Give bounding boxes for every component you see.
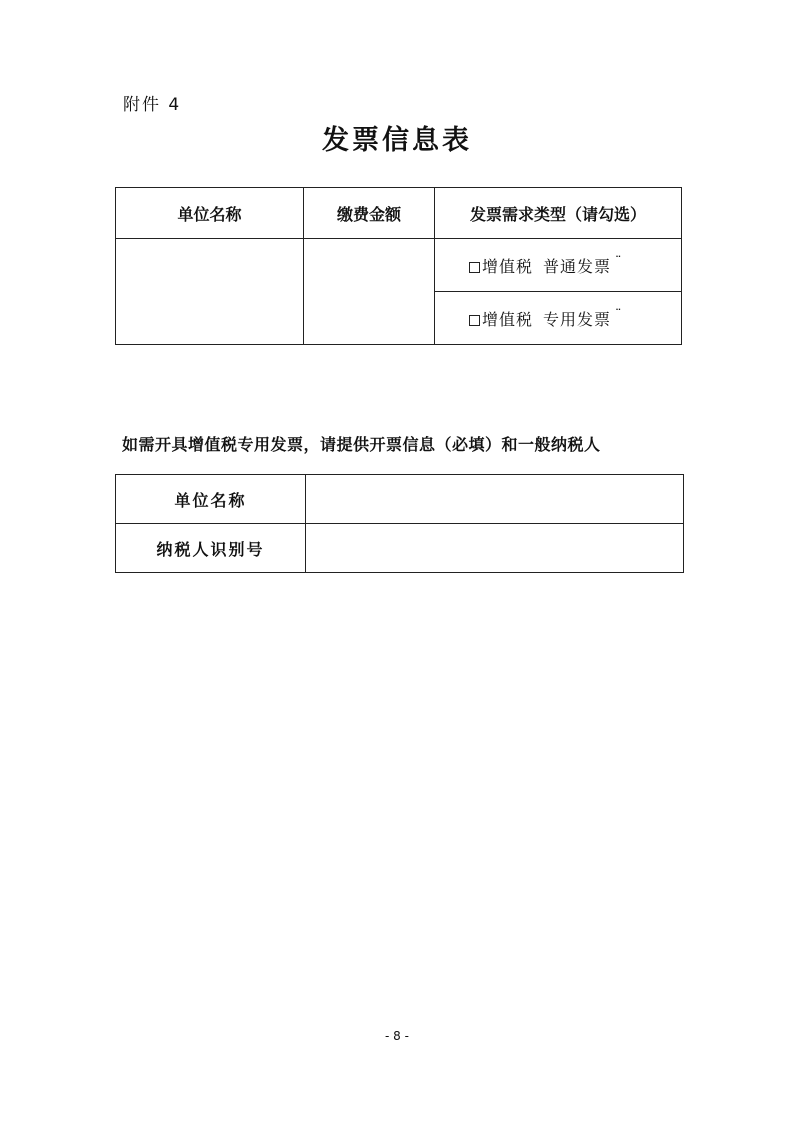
page-title: 发票信息表 xyxy=(322,125,472,156)
company-name-field[interactable] xyxy=(306,475,684,524)
table-row xyxy=(116,524,684,573)
payment-amount-cell[interactable] xyxy=(304,239,435,345)
option-type: 普通发票 xyxy=(543,256,612,276)
invoice-info-table xyxy=(115,187,682,345)
page-number: - 8 - xyxy=(385,1029,409,1043)
table-row xyxy=(116,475,684,524)
taxpayer-id-label: 纳税人识别号 xyxy=(116,524,306,573)
attachment-label: 附件 4 xyxy=(123,95,182,115)
checkbox-icon[interactable] xyxy=(469,315,480,326)
option-type: 专用发票 xyxy=(543,309,612,329)
table-row xyxy=(116,239,682,292)
checkbox-icon[interactable] xyxy=(469,262,480,273)
taxpayer-info-table xyxy=(115,474,684,573)
option-prefix: 增值税 xyxy=(482,256,534,276)
company-name-cell[interactable] xyxy=(116,239,304,345)
option-mark: ¨ xyxy=(615,307,623,323)
option-mark: ¨ xyxy=(615,254,623,270)
option-special-invoice[interactable] xyxy=(435,292,682,345)
option-general-invoice[interactable] xyxy=(435,239,682,292)
column-header-invoice-type: 发票需求类型（请勾选） xyxy=(435,188,682,239)
column-header-company-name: 单位名称 xyxy=(116,188,304,239)
company-name-label: 单位名称 xyxy=(116,475,306,524)
taxpayer-id-field[interactable] xyxy=(306,524,684,573)
column-header-payment-amount: 缴费金额 xyxy=(304,188,435,239)
option-prefix: 增值税 xyxy=(482,309,534,329)
table-header-row xyxy=(116,188,682,239)
instruction-note: 如需开具增值税专用发票，请提供开票信息（必填）和一般纳税人 xyxy=(122,435,601,454)
